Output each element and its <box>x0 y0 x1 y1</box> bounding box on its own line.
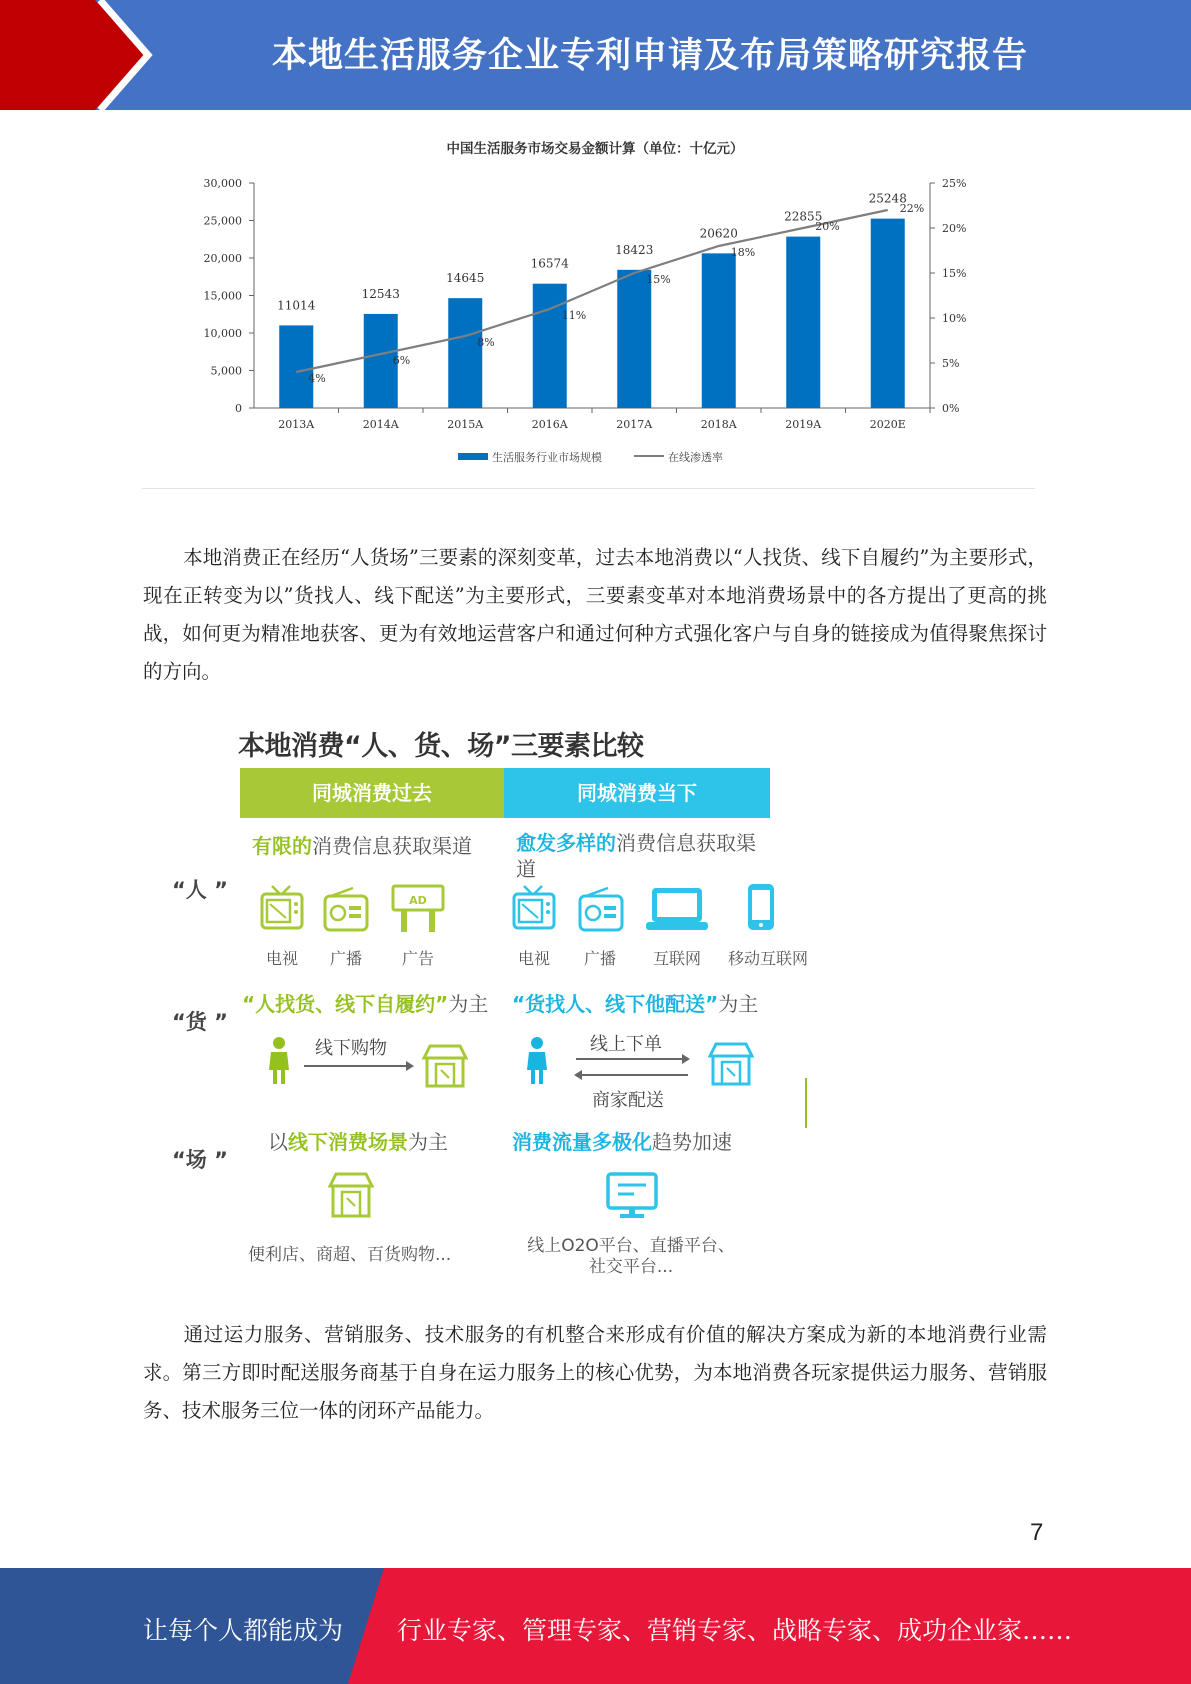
y-tick-label: 30,000 <box>203 177 242 190</box>
chart-bar <box>702 253 736 408</box>
ren-past-icon-label: 电视 <box>265 949 298 968</box>
mobile-phone-icon <box>746 882 776 934</box>
ren-now-icon-label: 互联网 <box>652 949 701 968</box>
legend-label-bars: 生活服务行业市场规模 <box>492 451 602 464</box>
x-tick-label: 2016A <box>531 418 568 431</box>
legend-label-line: 在线渗透率 <box>668 451 723 464</box>
bar-value-label: 20620 <box>699 226 738 241</box>
chart-separator <box>142 488 1035 489</box>
two-way-arrow-icon <box>574 1052 690 1082</box>
line-value-label: 20% <box>815 220 840 233</box>
ren-past-icon-label: 广播 <box>329 949 362 968</box>
chang-now-text <box>512 1126 732 1155</box>
billboard-icon <box>391 884 445 934</box>
huo-past-rest: 为主 <box>448 992 489 1016</box>
line-value-label: 8% <box>477 336 495 349</box>
x-tick-label: 2015A <box>447 418 484 431</box>
chart-legend <box>458 450 723 464</box>
line-value-label: 11% <box>561 309 587 322</box>
page-header <box>0 0 1191 110</box>
paragraph-2-text: 通过运力服务、营销服务、技术服务的有机整合来形成有价值的解决方案成为新的本地消费行业需求。第三方即时配送服务商基于自身在运力服务上的核心优势，为本地消费各玩家提供运力服务、营销服务、技术服务三位一体的闭环产品能力。 <box>143 1323 1047 1422</box>
y-tick-label: 15,000 <box>203 289 242 303</box>
huo-now-rest: 为主 <box>718 992 759 1016</box>
billboard-ad-text: AD <box>409 894 427 907</box>
x-tick-label: 2013A <box>278 418 315 431</box>
shopper-icon <box>268 1036 292 1086</box>
ren-now-text <box>516 830 766 882</box>
y-tick-label: 25,000 <box>203 214 242 228</box>
huo-now-highlight: “货找人、线下他配送” <box>512 992 719 1016</box>
chang-now-label-line2: 社交平台... <box>588 1257 674 1277</box>
bar-value-label: 18423 <box>615 242 654 257</box>
footer-slogan-left: 让每个人都能成为 <box>143 1616 344 1645</box>
shopper-icon <box>526 1036 550 1086</box>
y2-tick-label: 20% <box>942 222 967 235</box>
paragraph-2 <box>143 1316 1047 1430</box>
line-value-label: 6% <box>392 354 411 367</box>
ren-past-icon-label: 广告 <box>401 949 434 968</box>
laptop-icon <box>644 884 710 934</box>
y2-tick-label: 10% <box>942 312 967 325</box>
huo-now-text <box>512 988 758 1017</box>
x-tick-label: 2020E <box>869 418 906 431</box>
bar-value-label: 22855 <box>784 209 823 224</box>
bar-value-label: 11014 <box>277 298 316 313</box>
bar-value-label: 25248 <box>868 191 907 206</box>
y2-tick-label: 0% <box>942 402 960 415</box>
chang-now-label <box>506 1236 756 1278</box>
y-tick-label: 5,000 <box>210 364 242 378</box>
ren-now-highlight: 愈发多样的 <box>516 831 616 855</box>
bar-value-label: 16574 <box>530 256 569 271</box>
tv-icon <box>512 884 556 934</box>
paragraph-1-text: 本地消费正在经历“人货场”三要素的深刻变革，过去本地消费以“人找货、线下自履约”为主要形式，现在正转变为以”货找人、线下配送”为主要形式，三要素变革对本地消费场景中的各方提出了更高的挑战，如何更为精准地获客、更为有效地运营客户和通过何种方式强化客户与自身的链接成为值得聚焦探讨的方向。 <box>143 546 1047 683</box>
chart-title: 中国生活服务市场交易金额计算（单位：十亿元） <box>446 141 744 157</box>
right-arrow-icon <box>302 1060 414 1072</box>
chart-bar <box>786 237 820 408</box>
bar-value-label: 14645 <box>446 271 485 286</box>
huo-past-arrow-label: 线下购物 <box>315 1038 387 1059</box>
market-chart <box>140 128 1000 478</box>
chang-now-rest: 趋势加速 <box>652 1130 732 1154</box>
chart-bar <box>871 219 905 408</box>
x-tick-label: 2017A <box>616 418 653 431</box>
radio-icon <box>578 886 624 934</box>
chart-bar <box>533 284 567 408</box>
huo-now-arrow-up-label: 线上下单 <box>590 1034 662 1055</box>
monitor-icon <box>606 1172 658 1220</box>
chart-bar <box>279 325 313 408</box>
row-label-ren: “人 ” <box>172 878 228 902</box>
ren-huo-chang-infographic <box>150 716 830 1276</box>
y-tick-label: 10,000 <box>203 327 242 340</box>
chart-bar <box>617 270 651 408</box>
page-number: 7 <box>1030 1519 1044 1546</box>
store-icon <box>422 1044 468 1088</box>
chang-past-label: 便利店、商超、百货购物... <box>248 1245 452 1265</box>
chang-now-highlight: 消费流量多极化 <box>512 1130 652 1154</box>
huo-now-arrow-down-label: 商家配送 <box>592 1090 664 1111</box>
ren-now-icon-label: 移动互联网 <box>727 949 808 968</box>
legend-swatch-bars <box>458 453 488 460</box>
store-icon <box>328 1172 374 1218</box>
infographic-title: 本地消费“人、货、场”三要素比较 <box>238 731 644 762</box>
green-divider-line <box>805 1078 807 1128</box>
radio-icon <box>323 886 369 934</box>
bar-value-label: 12543 <box>361 286 400 301</box>
chang-past-prefix: 以 <box>268 1130 288 1154</box>
chang-past-highlight: 线下消费场景 <box>288 1130 408 1154</box>
page-header-title: 本地生活服务企业专利申请及布局策略研究报告 <box>271 36 1028 76</box>
footer-slogan-right: 行业专家、管理专家、营销专家、战略专家、成功企业家…… <box>397 1616 1073 1645</box>
line-value-label: 18% <box>730 246 756 259</box>
line-value-label: 15% <box>646 273 671 286</box>
chart-bar <box>448 298 482 408</box>
chang-past-text <box>268 1126 448 1155</box>
huo-past-text <box>242 988 488 1017</box>
y2-tick-label: 5% <box>942 357 960 370</box>
x-tick-label: 2018A <box>700 418 737 431</box>
y2-tick-label: 25% <box>942 177 967 190</box>
x-tick-label: 2014A <box>362 418 399 431</box>
ren-past-highlight: 有限的 <box>252 834 312 858</box>
ren-now-icon-label: 电视 <box>517 949 550 968</box>
ren-now-icon-label: 广播 <box>583 949 616 968</box>
chang-past-rest: 为主 <box>408 1130 448 1154</box>
ren-now-rest: 消费信息获取渠道 <box>516 831 756 881</box>
row-label-chang: “场 ” <box>172 1148 228 1172</box>
ren-past-rest: 消费信息获取渠道 <box>312 834 472 858</box>
column-header-past: 同城消费过去 <box>240 768 504 818</box>
column-header-now: 同城消费当下 <box>504 768 770 818</box>
y2-tick-label: 15% <box>942 267 967 280</box>
header-red-chevron <box>0 0 200 110</box>
y-tick-label: 0 <box>235 402 242 415</box>
y-tick-label: 20,000 <box>203 252 242 265</box>
store-icon <box>708 1042 754 1086</box>
chang-now-label-line1: 线上O2O平台、直播平台、 <box>527 1236 735 1256</box>
ren-past-text <box>252 830 472 859</box>
tv-icon <box>260 884 304 934</box>
line-value-label: 22% <box>899 202 925 215</box>
x-tick-label: 2019A <box>785 418 822 431</box>
paragraph-1 <box>143 539 1047 691</box>
huo-past-highlight: “人找货、线下自履约” <box>242 992 449 1016</box>
line-value-label: 4% <box>308 372 326 385</box>
row-label-huo: “货 ” <box>172 1010 228 1034</box>
